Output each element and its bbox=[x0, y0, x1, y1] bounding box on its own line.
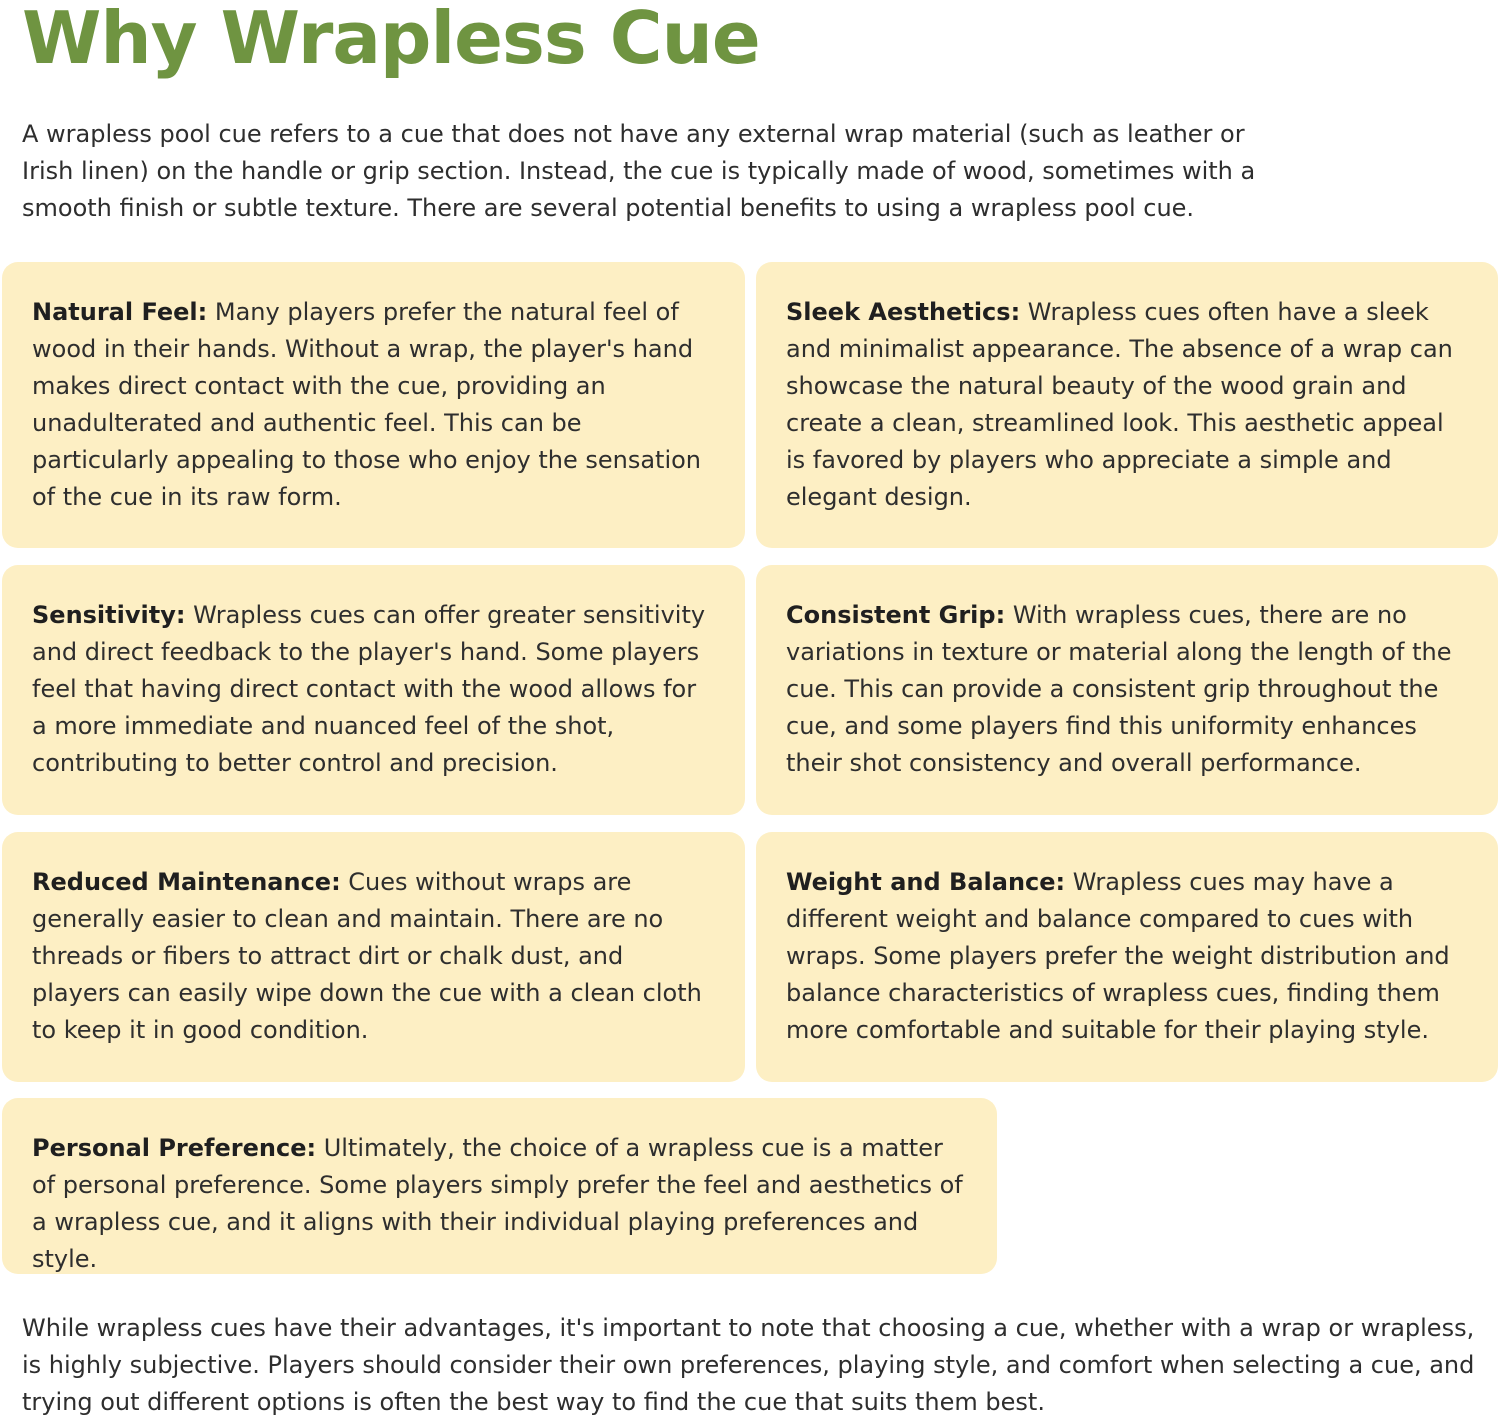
benefit-card-consistent-grip bbox=[756, 565, 1498, 815]
benefit-card-reduced-maintenance bbox=[2, 832, 745, 1082]
benefit-card-sensitivity bbox=[2, 565, 745, 815]
benefit-text: Cues without wraps are generally easier to clean and maintain. There are no threads or fibers to attract dirt or chalk dust, and players can easily wipe down the cue with a clean cloth to keep it in good condition. bbox=[32, 868, 702, 1044]
benefit-text: Ultimately, the choice of a wrapless cue is a matter of personal preference. Some players simply prefer the feel and aesthetics of a wrapless cue, and it aligns with their individual playing preferences and style. bbox=[32, 1134, 963, 1273]
closing-paragraph: While wrapless cues have their advantages, it's important to note that choosing a cue, whether with a wrap or wrapless, is highly subjective. Players should consider their own preferences, playing style, and comfort when selecting a cue, and trying out different options is often the best way to find the cue that suits them best. bbox=[22, 1314, 1475, 1416]
benefit-term: Sleek Aesthetics: bbox=[786, 298, 1021, 326]
benefit-text: Many players prefer the natural feel of wood in their hands. Without a wrap, the player's hand makes direct contact with the cue, providing an unadulterated and authentic feel. This can be particularly appealing to those who enjoy the sensation of the cue in its raw form. bbox=[32, 298, 702, 511]
benefit-card-sleek-aesthetics bbox=[756, 262, 1498, 548]
benefit-term: Weight and Balance: bbox=[786, 868, 1066, 896]
benefit-text: With wrapless cues, there are no variations in texture or material along the length of the cue. This can provide a consistent grip throughout the cue, and some players find this uniformity enhances their shot consistency and overall performance. bbox=[786, 601, 1452, 777]
benefit-card-natural-feel bbox=[2, 262, 745, 548]
benefit-term: Reduced Maintenance: bbox=[32, 868, 341, 896]
benefit-term: Personal Preference: bbox=[32, 1134, 317, 1162]
benefit-text: Wrapless cues can offer greater sensitivity and direct feedback to the player's hand. Some players feel that having direct contact with the wood allows for a more immediate and nuanced feel of the shot, contributing to better control and precision. bbox=[32, 601, 706, 777]
benefit-term: Natural Feel: bbox=[32, 298, 208, 326]
benefit-text: Wrapless cues often have a sleek and minimalist appearance. The absence of a wrap can showcase the natural beauty of the wood grain and create a clean, streamlined look. This aesthetic appeal is favored by players who appreciate a simple and elegant design. bbox=[786, 298, 1453, 511]
intro-paragraph: A wrapless pool cue refers to a cue that does not have any external wrap material (such as leather or Irish linen) on the handle or grip section. Instead, the cue is typically made of wood, sometimes with a smooth finish or subtle texture. There are several potential benefits to using a wrapless pool cue. bbox=[22, 120, 1256, 222]
benefit-term: Sensitivity: bbox=[32, 601, 186, 629]
benefit-card-personal-preference bbox=[2, 1098, 997, 1274]
page-title: Why Wrapless Cue bbox=[22, 0, 760, 80]
benefit-text: Wrapless cues may have a different weight and balance compared to cues with wraps. Some players prefer the weight distribution and balance characteristics of wrapless cues, finding them more comfortable and suitable for their playing style. bbox=[786, 868, 1450, 1044]
benefit-card-weight-and-balance bbox=[756, 832, 1498, 1082]
benefit-term: Consistent Grip: bbox=[786, 601, 1006, 629]
